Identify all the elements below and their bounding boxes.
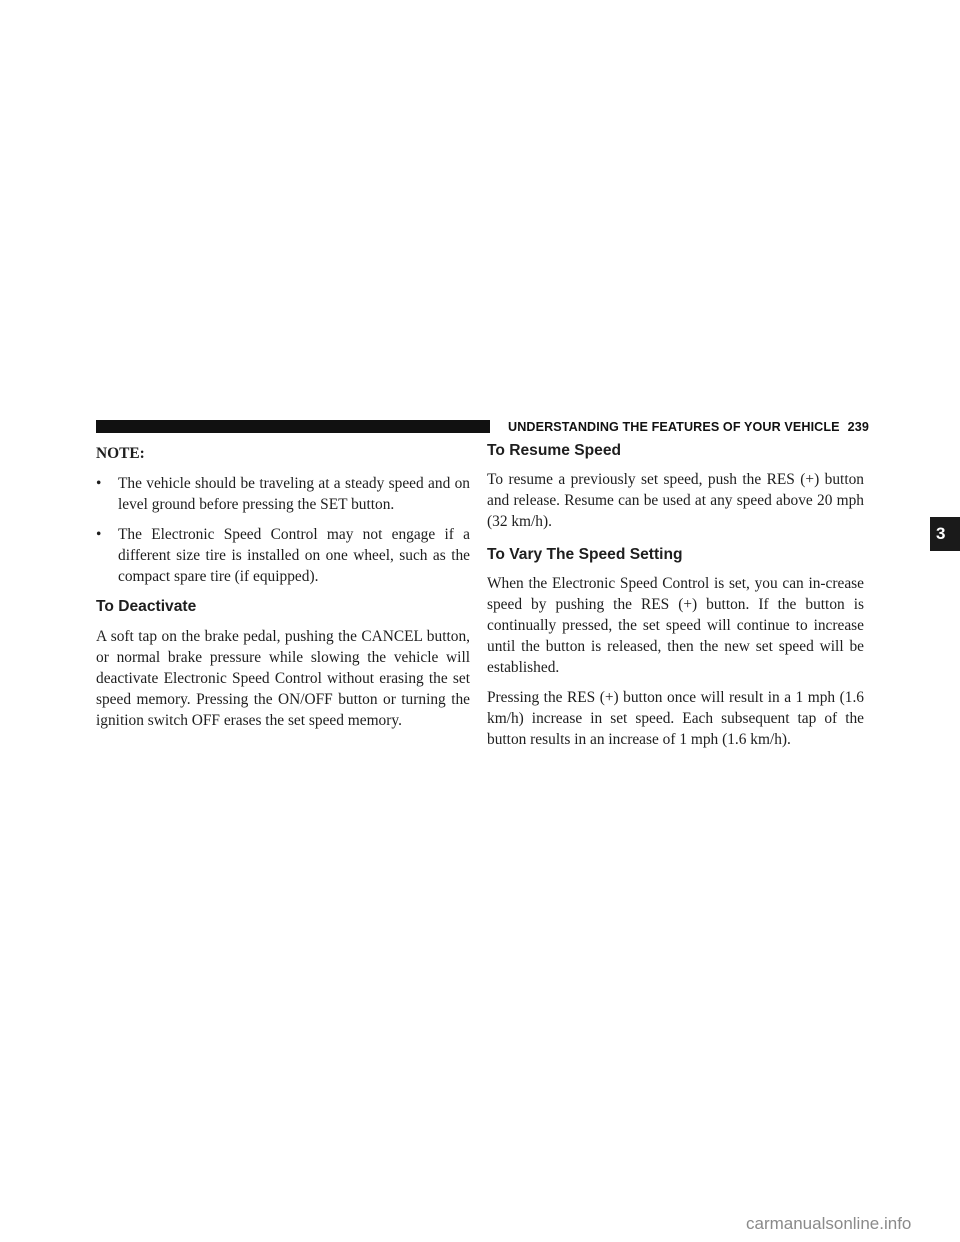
vary-paragraph-1: When the Electronic Speed Control is set, you can in-crease speed by pushing the RES (+) button. If the button is continually pressed, the set speed will continue to increase until the button is released, then the new set speed will be established.	[487, 575, 864, 676]
resume-heading: To Resume Speed	[487, 442, 622, 459]
deactivate-heading: To Deactivate	[96, 598, 197, 615]
page-number: 239	[847, 420, 869, 434]
list-item	[96, 473, 470, 515]
resume-paragraph: To resume a previously set speed, push the RES (+) button and release. Resume can be used at any speed above 20 mph (32 km/h).	[487, 471, 864, 530]
header-title: UNDERSTANDING THE FEATURES OF YOUR VEHICLE	[508, 420, 840, 434]
footer-watermark: carmanualsonline.info	[746, 1214, 912, 1233]
bullet-text: The vehicle should be traveling at a steady speed and on level ground before pressing the SET button.	[118, 475, 470, 513]
vary-heading: To Vary The Speed Setting	[487, 546, 683, 563]
running-header	[508, 419, 869, 435]
right-column	[487, 440, 864, 750]
bullet-icon: •	[96, 475, 102, 492]
bullet-icon: •	[96, 526, 102, 543]
header-rule	[96, 420, 490, 433]
bullet-text: The Electronic Speed Control may not engage if a different size tire is installed on one wheel, such as the compact spare tire (if equipped).	[118, 526, 470, 585]
note-label: NOTE:	[96, 445, 145, 462]
list-item	[96, 524, 470, 587]
vary-paragraph-2: Pressing the RES (+) button once will result in a 1 mph (1.6 km/h) increase in set speed. Each subsequent tap of the button results in an increase of 1 mph (1.6 km/h).	[487, 689, 864, 748]
note-bullets	[96, 473, 470, 587]
chapter-tab: 3	[930, 517, 960, 551]
deactivate-paragraph: A soft tap on the brake pedal, pushing the CANCEL button, or normal brake pressure while slowing the vehicle will deactivate Electronic Speed Control without erasing the set speed memory. Pressing the ON/OFF button or turning the ignition switch OFF erases the set speed memory.	[96, 628, 470, 729]
left-column	[96, 440, 470, 731]
